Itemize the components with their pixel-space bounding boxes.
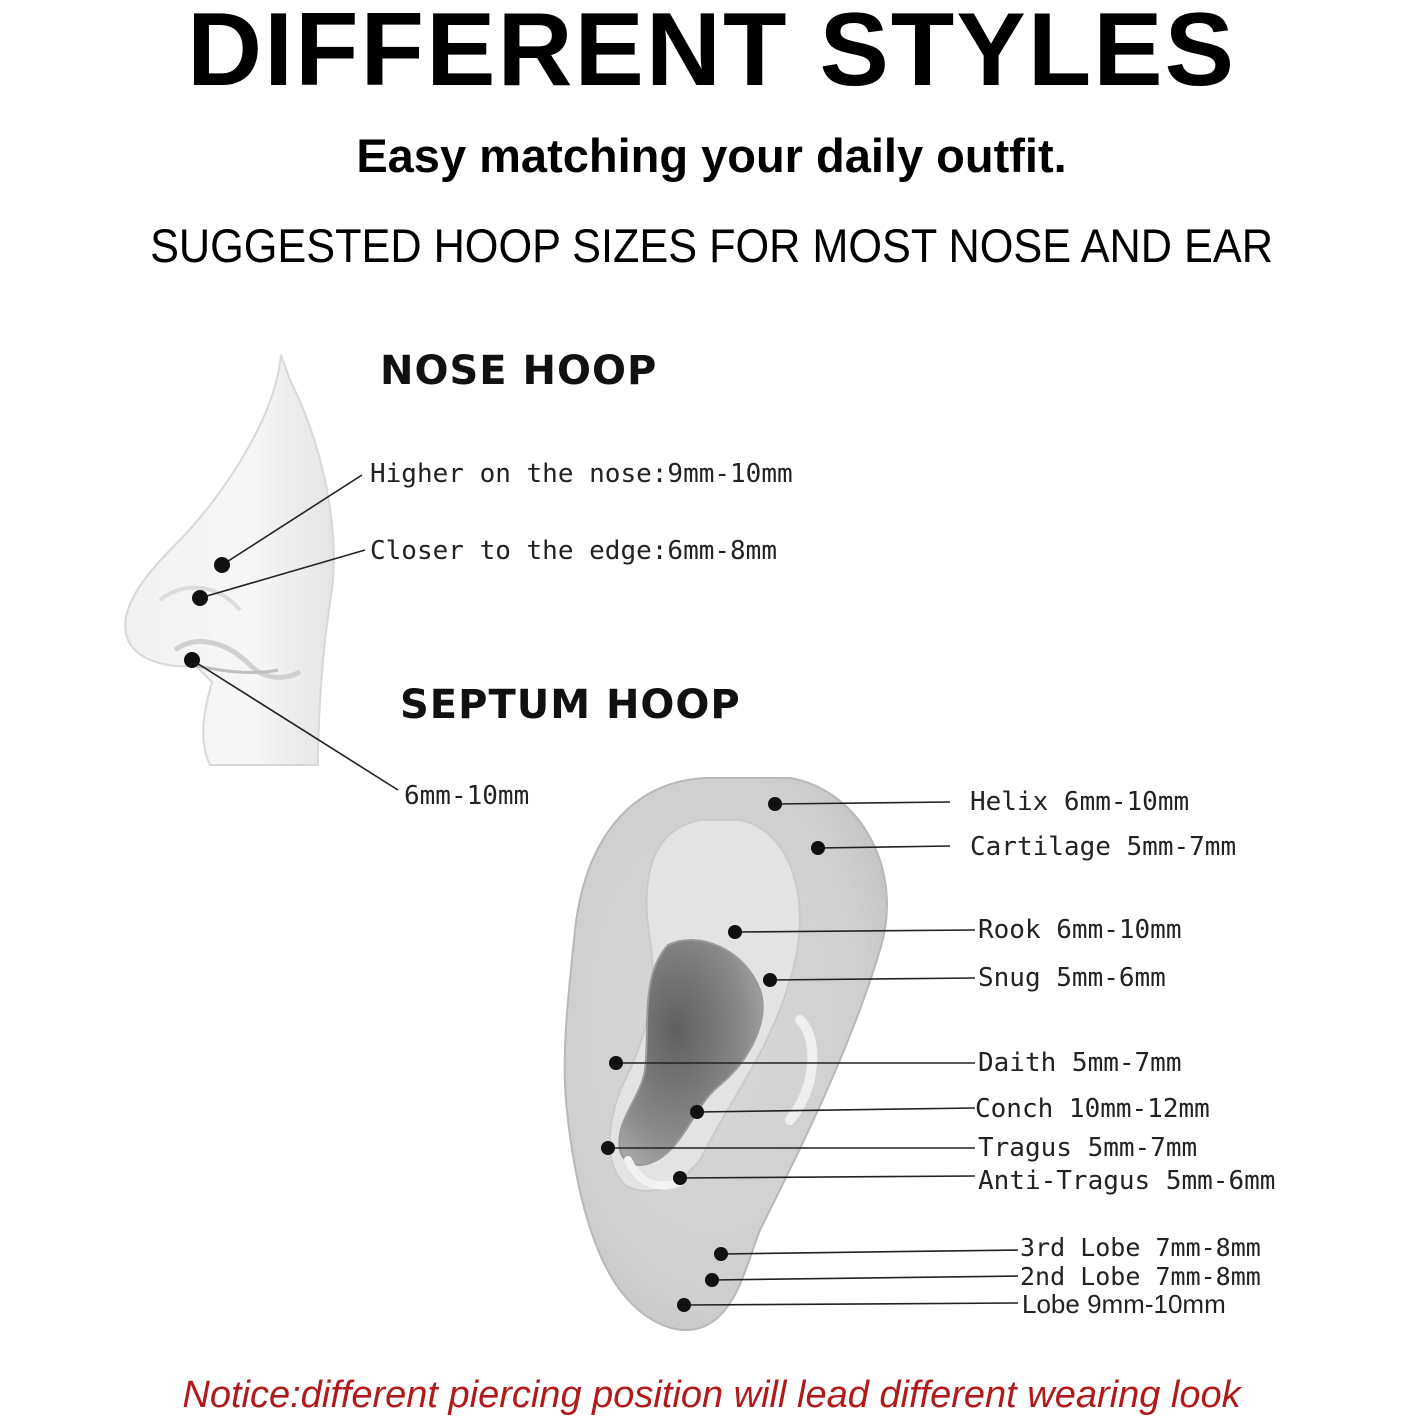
cartilage-dot <box>811 841 825 855</box>
subtitle: Easy matching your daily outfit. <box>356 129 1067 182</box>
nose-edge-dot <box>192 590 208 606</box>
septum-size-label: 6mm-10mm <box>404 781 530 811</box>
lobe-dot <box>677 1298 691 1312</box>
conch-dot <box>690 1105 704 1119</box>
rook-label: Rook 6mm-10mm <box>978 915 1182 945</box>
anti-tragus-dot <box>673 1171 687 1185</box>
ear-illustration <box>565 778 887 1330</box>
anti-tragus-label: Anti-Tragus 5mm-6mm <box>978 1166 1276 1196</box>
notice-text: Notice:different piercing position will lead different wearing look <box>182 1374 1241 1416</box>
lobe2-label: 2nd Lobe 7mm-8mm <box>1020 1262 1261 1291</box>
nose-higher-label: Higher on the nose:9mm-10mm <box>370 459 793 489</box>
daith-label: Daith 5mm-7mm <box>978 1048 1182 1078</box>
lobe-label: Lobe 9mm-10mm <box>1022 1289 1226 1319</box>
lobe3-label: 3rd Lobe 7mm-8mm <box>1020 1233 1261 1262</box>
rook-dot <box>728 925 742 939</box>
helix-label: Helix 6mm-10mm <box>970 787 1190 817</box>
daith-dot <box>609 1056 623 1070</box>
conch-label: Conch 10mm-12mm <box>975 1094 1210 1124</box>
nose-hoop-title: NOSE HOOP <box>380 348 658 394</box>
tragus-dot <box>601 1141 615 1155</box>
main-title: DIFFERENT STYLES <box>187 0 1236 108</box>
lobe2-dot <box>705 1273 719 1287</box>
snug-dot <box>763 973 777 987</box>
snug-label: Snug 5mm-6mm <box>978 963 1166 993</box>
septum-dot <box>184 652 200 668</box>
helix-dot <box>768 797 782 811</box>
tragus-label: Tragus 5mm-7mm <box>978 1133 1198 1163</box>
nose-higher-dot <box>214 557 230 573</box>
lobe3-dot <box>714 1247 728 1261</box>
size-heading: SUGGESTED HOOP SIZES FOR MOST NOSE AND EAR <box>150 219 1273 272</box>
nose-closer-label: Closer to the edge:6mm-8mm <box>370 536 777 566</box>
cartilage-label: Cartilage 5mm-7mm <box>970 832 1237 862</box>
septum-hoop-title: SEPTUM HOOP <box>400 682 741 728</box>
